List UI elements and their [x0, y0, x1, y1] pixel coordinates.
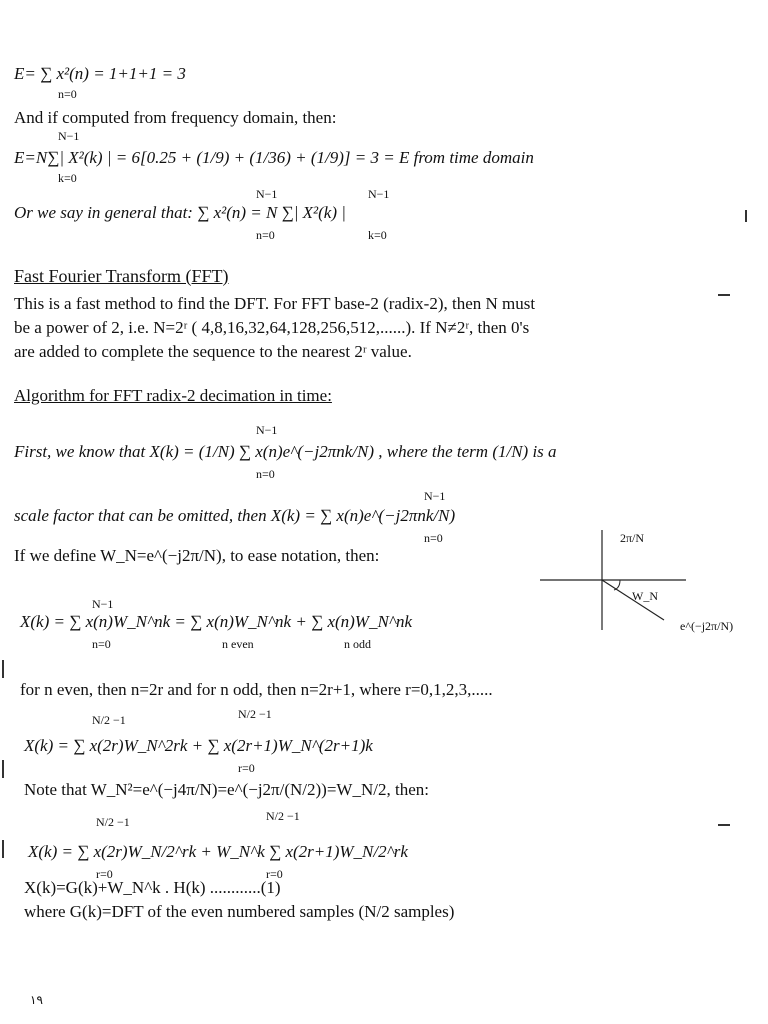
- sum-upper-limit: N−1: [256, 423, 278, 437]
- sum-even-label: n even: [222, 637, 254, 651]
- text-line: for n even, then n=2r and for n odd, then n=2r+1, where r=0,1,2,3,.....: [20, 680, 493, 699]
- even-odd-equation: X(k) = ∑ x(2r)W_N^2rk + ∑ x(2r+1)W_N^(2r+1)k: [24, 736, 373, 755]
- section-heading-algorithm: Algorithm for FFT radix-2 decimation in time:: [14, 386, 332, 405]
- scan-mark: [2, 840, 4, 858]
- sum-upper-limit: N−1: [424, 489, 446, 503]
- gh-equation: X(k) = ∑ x(2r)W_N/2^rk + W_N^k ∑ x(2r+1)W_N/2^rk: [28, 842, 408, 861]
- w-label: W_N: [632, 589, 658, 603]
- parseval-equation: Or we say in general that: ∑ x²(n) = N ∑| X²(k) |: [14, 203, 346, 222]
- text-line: And if computed from frequency domain, then:: [14, 108, 337, 127]
- text-line: are added to complete the sequence to the nearest 2ʳ value.: [14, 342, 412, 361]
- page-number: ١٩: [30, 993, 43, 1007]
- text-line: This is a fast method to find the DFT. For FFT base-2 (radix-2), then N must: [14, 294, 536, 313]
- sum-lower-limit: n=0: [256, 228, 275, 242]
- scan-mark: [2, 660, 4, 678]
- sum-lower-limit: r=0: [238, 761, 255, 775]
- dft-equation: First, we know that X(k) = (1/N) ∑ x(n)e^(−j2πnk/N) , where the term (1/N) is a: [14, 442, 557, 461]
- energy-frequency-equation: E=N∑| X²(k) | = 6[0.25 + (1/9) + (1/36) + (1/9)] = 3 = E from time domain: [14, 148, 534, 167]
- sum-lower-limit: n=0: [256, 467, 275, 481]
- sum-upper-limit: N/2 −1: [96, 815, 130, 829]
- sum-lower-limit: r=0: [96, 867, 113, 881]
- sum-upper-limit: N−1: [58, 129, 80, 143]
- sum-lower-limit: n=0: [58, 87, 77, 101]
- twiddle-definition: If we define W_N=e^(−j2π/N), to ease notation, then:: [14, 546, 380, 565]
- sum-lower-limit: r=0: [266, 867, 283, 881]
- sum-upper-limit: N/2 −1: [266, 809, 300, 823]
- dft-split-equation: X(k) = ∑ x(n)W_N^nk = ∑ x(n)W_N^nk + ∑ x(n)W_N^nk: [20, 612, 413, 631]
- scan-mark: [745, 210, 747, 222]
- scan-mark: [718, 294, 730, 296]
- sum-upper-limit: N−1: [256, 187, 278, 201]
- sum-lower-limit: n=0: [92, 637, 111, 651]
- twiddle-diagram: [536, 520, 768, 640]
- sum-lower-limit: n=0: [424, 531, 443, 545]
- sum-lower-limit: k=0: [368, 228, 387, 242]
- sum-upper-limit: N−1: [92, 597, 114, 611]
- scan-mark: [2, 760, 4, 778]
- note-identity: Note that W_N²=e^(−j4π/N)=e^(−j2π/(N/2))=W_N/2, then:: [24, 780, 429, 799]
- angle-label: 2π/N: [620, 531, 645, 545]
- text-line: where G(k)=DFT of the even numbered samples (N/2 samples): [24, 902, 455, 921]
- sum-lower-limit: k=0: [58, 171, 77, 185]
- twiddle-diagram-svg: [536, 520, 768, 640]
- sum-odd-label: n odd: [344, 637, 371, 651]
- sum-upper-limit: N/2 −1: [92, 713, 126, 727]
- energy-time-equation: E= ∑ x²(n) = 1+1+1 = 3: [14, 64, 186, 83]
- dft-no-scale-equation: scale factor that can be omitted, then X(k) = ∑ x(n)e^(−j2πnk/N): [14, 506, 456, 525]
- scan-mark: [718, 824, 730, 826]
- e-label: e^(−j2π/N): [680, 619, 734, 633]
- sum-upper-limit: N−1: [368, 187, 390, 201]
- sum-upper-limit: N/2 −1: [238, 707, 272, 721]
- text-line: be a power of 2, i.e. N=2ʳ ( 4,8,16,32,64,128,256,512,......). If N≠2ʳ, then 0's: [14, 318, 530, 337]
- equation-1: X(k)=G(k)+W_N^k . H(k) ............(1): [24, 878, 281, 897]
- section-heading-fft: Fast Fourier Transform (FFT): [14, 266, 229, 286]
